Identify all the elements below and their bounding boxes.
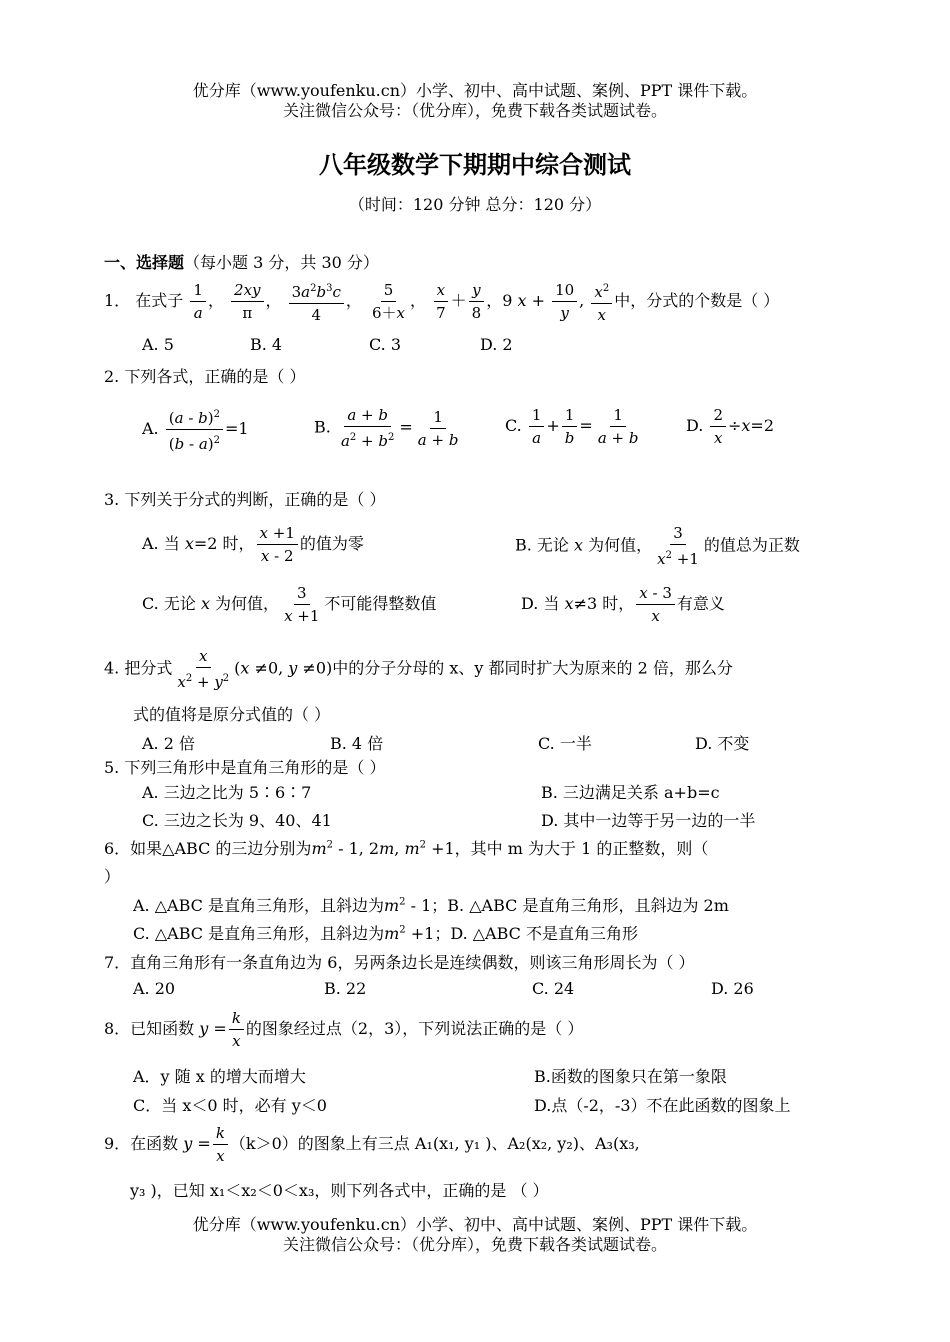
question-4-line-2: 式的值将是原分式值的（ ） bbox=[133, 705, 331, 724]
q1-option-d: D. 2 bbox=[480, 335, 513, 354]
q7-option-c: C. 24 bbox=[532, 979, 575, 998]
question-1: 1． 在式子 $\frac{1}{a}$ ， $\frac{2xy}{\pi}$ ， $\frac{3a^2b^3c}{4}$ ， $\frac{5}{6+x}$ ， $\frac{x}{7}$ ＋ $\frac{y}{8}$ ，9 x + $\frac{10}{y}$ , $\frac{x^2}{x}$ 中，分式的个数是（ ） bbox=[104, 276, 779, 326]
q6-options-cd: C. △ABC 是直角三角形，且斜边为$m^2 +1$；D. △ABC 不是直角三角形 bbox=[133, 924, 638, 943]
expr-y-over-8: $\frac{y}{8}$ bbox=[469, 279, 485, 324]
q1-option-c: C. 3 bbox=[369, 335, 402, 354]
q8-option-b: B.函数的图象只在第一象限 bbox=[534, 1067, 727, 1086]
q3-option-d: D. 当 x≠3 时， $\frac{x - 3}{x}$ 有意义 bbox=[521, 584, 725, 625]
q1-lead: 在式子 bbox=[135, 291, 184, 310]
question-6: 6．如果△ABC 的三边分别为$m^2 - 1$, 2m, $m^2 +1$，其中 m 为大于 1 的正整数，则（ bbox=[104, 839, 709, 858]
expr-10-over-y: $\frac{10}{y}$ bbox=[552, 279, 577, 324]
question-5: 5. 下列三角形中是直角三角形的是（ ） bbox=[104, 758, 386, 777]
q2-option-a: A. $\frac{(a - b)^2}{(b - a)^2}$ =1 bbox=[142, 404, 249, 455]
exam-info: （时间：120 分钟 总分：120 分） bbox=[348, 195, 602, 214]
q4-option-b: B. 4 倍 bbox=[330, 734, 384, 753]
q5-option-c: C. 三边之长为 9、40、41 bbox=[142, 811, 332, 830]
q8-option-d: D.点（-2，-3）不在此函数的图象上 bbox=[534, 1096, 791, 1115]
q2-option-b: B. $\frac{a + b}{a^2 + b^2}$ = $\frac{1}{a + b}$ bbox=[314, 406, 459, 450]
section-heading bbox=[104, 250, 379, 273]
q8-option-c: C．当 x＜0 时，必有 y＜0 bbox=[133, 1096, 327, 1115]
q1-tail: 中，分式的个数是（ ） bbox=[614, 291, 780, 310]
question-8: 8．已知函数 y = $\frac{k}{x}$ 的图象经过点（2，3），下列说法正确的是（ ） bbox=[104, 1009, 584, 1050]
question-4: 4. 把分式 $\frac{x}{x^2 + y^2}$ (x ≠0, y ≠0)中的分子分母的 x、y 都同时扩大为原来的 2 倍，那么分 bbox=[104, 647, 733, 691]
q5-option-d: D. 其中一边等于另一边的一半 bbox=[541, 811, 756, 830]
q1-number: 1． bbox=[104, 291, 131, 310]
footer-line-2: 关注微信公众号：（优分库），免费下载各类试题试卷。 bbox=[282, 1235, 667, 1254]
question-7: 7．直角三角形有一条直角边为 6，另两条边长是连续偶数，则该三角形周长为（ ） bbox=[104, 953, 695, 972]
q7-option-b: B. 22 bbox=[324, 979, 367, 998]
q4-option-a: A. 2 倍 bbox=[142, 734, 195, 753]
q2-option-c: C. $\frac{1}{a}$ + $\frac{1}{b}$ = $\frac{1}{a + b}$ bbox=[505, 406, 639, 447]
q7-option-d: D. 26 bbox=[711, 979, 754, 998]
q2-option-d: D. $\frac{2}{x}$ ÷x=2 bbox=[686, 406, 775, 447]
q1-option-b: B. 4 bbox=[250, 335, 283, 354]
q7-option-a: A. 20 bbox=[133, 979, 176, 998]
expr-3a2b3c-over-4: $\frac{3a^2b^3c}{4}$ bbox=[289, 278, 344, 326]
page-title: 八年级数学下期期中综合测试 bbox=[319, 151, 631, 179]
q5-option-b: B. 三边满足关系 a+b=c bbox=[541, 783, 720, 802]
q3-option-c: C. 无论 x 为何值， $\frac{3}{x +1}$ 不可能得整数值 bbox=[142, 584, 437, 625]
footer-line-1: 优分库（www.youfenku.cn）小学、初中、高中试题、案例、PPT 课件下载。 bbox=[192, 1215, 758, 1234]
section-title: 一、选择题 bbox=[104, 253, 185, 272]
expr-5-over-6x: $\frac{5}{6+x}$ bbox=[371, 281, 405, 322]
q6-options-ab: A. △ABC 是直角三角形，且斜边为$m^2 - 1$；B. △ABC 是直角三角形，且斜边为 2m bbox=[133, 896, 729, 915]
question-3: 3. 下列关于分式的判断，正确的是（ ） bbox=[104, 490, 386, 509]
header-line-2: 关注微信公众号：（优分库），免费下载各类试题试卷。 bbox=[282, 101, 667, 120]
q4-option-d: D. 不变 bbox=[695, 734, 750, 753]
question-9-line-2: y₃ )，已知 x₁＜x₂＜0＜x₃，则下列各式中，正确的是 （ ） bbox=[130, 1181, 549, 1200]
q5-option-a: A. 三边之比为 5∶6∶7 bbox=[142, 783, 312, 802]
q1-option-a: A. 5 bbox=[142, 335, 174, 354]
expr-1-over-a: $\frac{1}{a}$ bbox=[190, 279, 206, 324]
q8-option-a: A．y 随 x 的增大而增大 bbox=[133, 1067, 306, 1086]
question-2: 2. 下列各式，正确的是（ ） bbox=[104, 367, 306, 386]
section-note: （每小题 3 分，共 30 分） bbox=[184, 253, 379, 272]
expr-x2-over-x: $\frac{x^2}{x}$ bbox=[591, 278, 612, 326]
q4-option-c: C. 一半 bbox=[538, 734, 592, 753]
question-9: 9．在函数 y = $\frac{k}{x}$ （k＞0）的图象上有三点 A₁(x₁, y₁ )、A₂(x₂, y₂)、A₃(x₃, bbox=[104, 1124, 640, 1165]
expr-x-over-7: $\frac{x}{7}$ bbox=[433, 279, 449, 324]
q3-option-a: A. 当 x=2 时， $\frac{x +1}{x - 2}$ 的值为零 bbox=[142, 524, 364, 565]
header-line-1: 优分库（www.youfenku.cn）小学、初中、高中试题、案例、PPT 课件下载。 bbox=[192, 81, 758, 100]
question-6-line-2: ） bbox=[104, 867, 121, 886]
q3-option-b: B. 无论 x 为何值， $\frac{3}{x^2 +1}$ 的值总为正数 bbox=[515, 524, 800, 568]
expr-2xy-over-pi: $\frac{2xy}{\pi}$ bbox=[231, 279, 263, 324]
